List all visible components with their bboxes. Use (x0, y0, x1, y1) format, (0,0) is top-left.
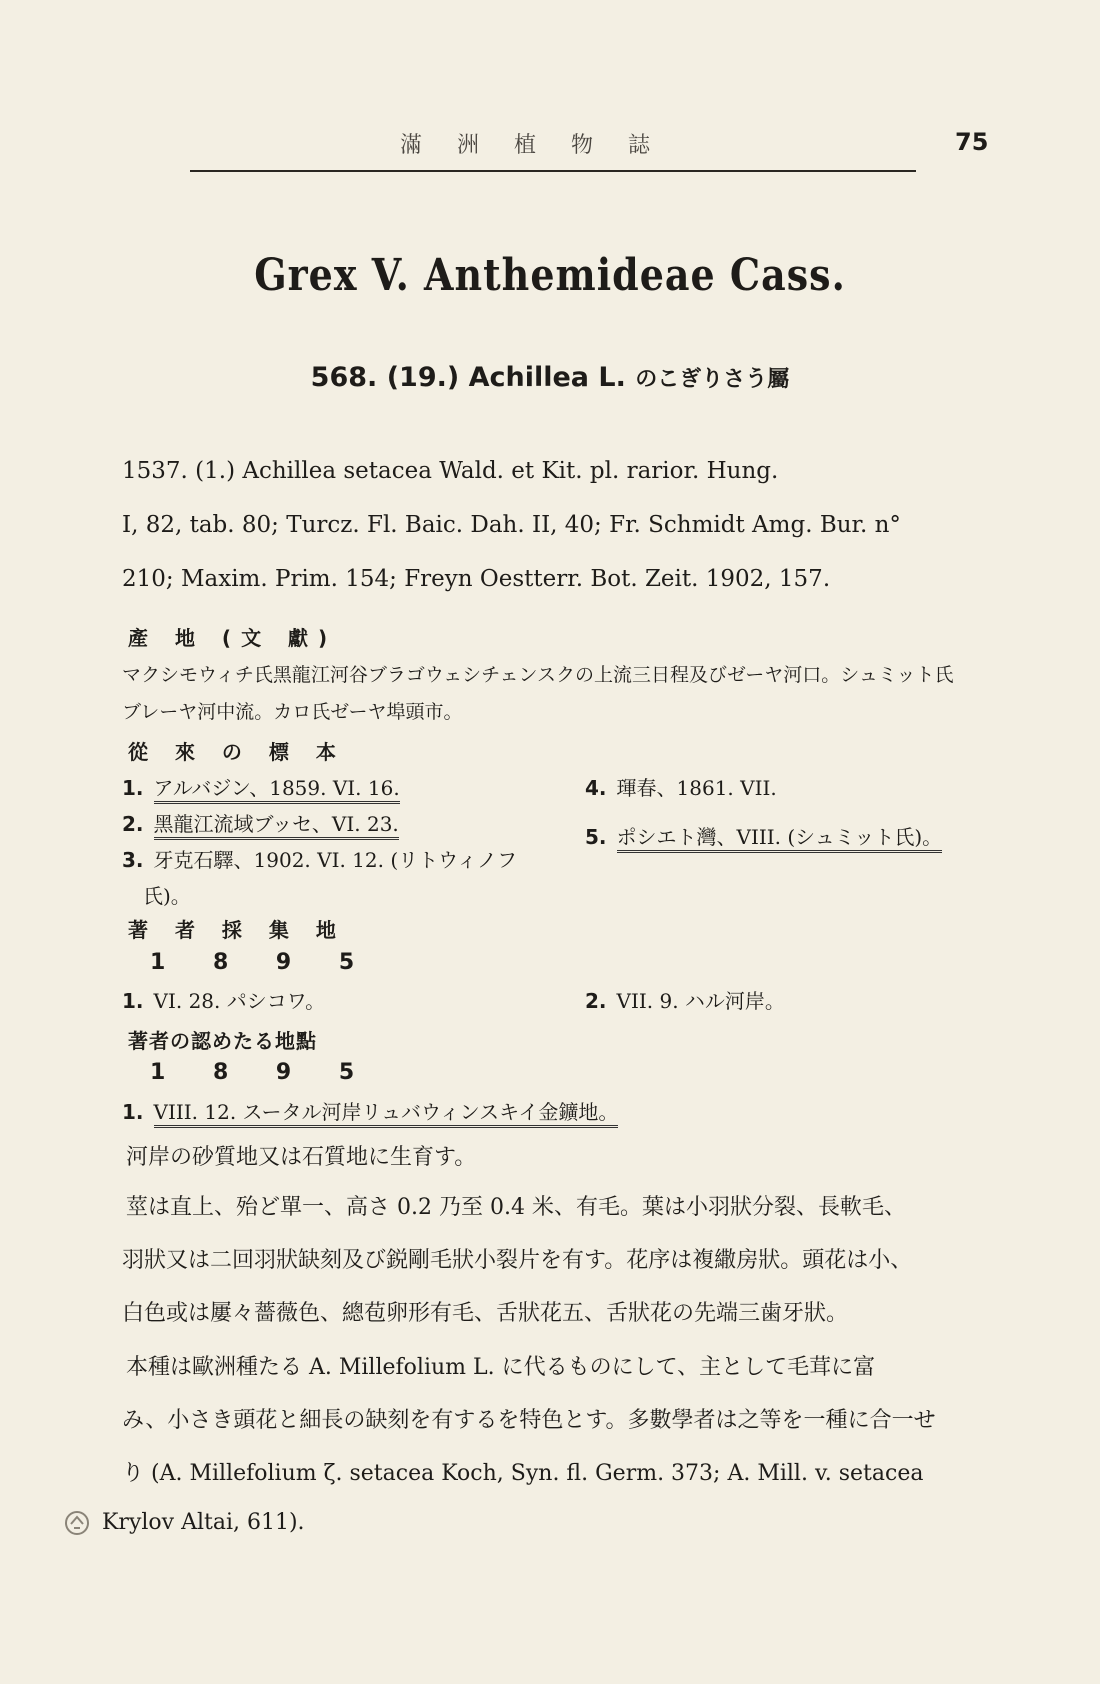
list-item: 2. 黑龍江流域ブッセ、VI. 23. (122, 808, 399, 837)
species-citation-line-2: I, 82, tab. 80; Turcz. Fl. Baic. Dah. II, 40; Fr. Schmidt Amg. Bur. n° (122, 512, 901, 538)
previous-specimens-heading: 從 來 の 標 本 (128, 740, 346, 764)
author-collection-year: 1 8 9 5 (150, 950, 375, 975)
remark-line-2: み、小さき頭花と細長の缺刻を有するを特色とす。多數學者は之等を一種に合一せ (122, 1408, 936, 1433)
genus-number: 568. (19.) (310, 362, 460, 393)
species-citation-line-1: 1537. (1.) Achillea setacea Wald. et Kit. pl. rarior. Hung. (122, 458, 779, 484)
genus-jp-name: のこぎりさう屬 (635, 367, 790, 392)
remark-line-1: 本種は歐洲種たる A. Millefolium L. に代るものにして、主として毛茸に富 (126, 1355, 876, 1380)
remark-line-4: Krylov Altai, 611). (102, 1510, 305, 1535)
literature-line-2: ブレーヤ河中流。カロ氏ゼーヤ埠頭市。 (122, 701, 463, 723)
species-citation-line-3: 210; Maxim. Prim. 154; Freyn Oestterr. Bot. Zeit. 1902, 157. (122, 566, 831, 592)
author-collection-heading: 著 者 採 集 地 (128, 918, 346, 942)
list-item: 4. 琿春、1861. VII. (585, 776, 777, 800)
list-item: 3. 牙克石驛、1902. VI. 12. (リトウィノフ (122, 848, 517, 872)
page-number: 75 (955, 128, 989, 156)
list-item: 2. VII. 9. ハル河岸。 (585, 989, 785, 1013)
remark-line-3: り (A. Millefolium ζ. setacea Koch, Syn. fl. Germ. 373; A. Mill. v. setacea (122, 1461, 924, 1486)
description-line-3: 白色或は屢々薔薇色、總苞卵形有毛、舌狀花五、舌狀花の先端三歯牙狀。 (122, 1301, 849, 1326)
list-item: 5. ポシエト灣、VIII. (シュミット氏)。 (585, 821, 942, 850)
list-item: 1. VI. 28. パシコワ。 (122, 989, 326, 1013)
author-recognized-year: 1 8 9 5 (150, 1060, 375, 1085)
header-rule (190, 170, 916, 172)
running-header-title: 滿 洲 植 物 誌 (400, 133, 664, 158)
genus-name: Achillea L. (468, 362, 626, 393)
grex-title: Grex V. Anthemideae Cass. (254, 248, 846, 301)
description-line-1: 莖は直上、殆ど單一、高さ 0.2 乃至 0.4 米、有毛。葉は小羽狀分裂、長軟毛、 (126, 1195, 906, 1220)
library-stamp-icon (62, 1508, 92, 1538)
habitat-text: 河岸の砂質地又は石質地に生育す。 (126, 1145, 477, 1170)
literature-line-1: マクシモウィチ氏黑龍江河谷ブラゴウェシチェンスクの上流三日程及びゼーヤ河口。シュミット氏 (122, 664, 954, 686)
genus-heading (0, 362, 1100, 393)
list-item: 氏)。 (143, 884, 191, 908)
list-item: 1. アルバジン、1859. VI. 16. (122, 772, 400, 801)
list-item: 1. VIII. 12. スータル河岸リュバウィンスキイ金鑛地。 (122, 1096, 618, 1125)
author-recognized-heading: 著者の認めたる地點 (128, 1029, 317, 1053)
literature-heading: 產 地 (文 獻) (128, 626, 338, 650)
description-line-2: 羽狀又は二回羽狀缺刻及び鋭剛毛狀小裂片を有す。花序は複繖房狀。頭花は小、 (122, 1248, 913, 1273)
